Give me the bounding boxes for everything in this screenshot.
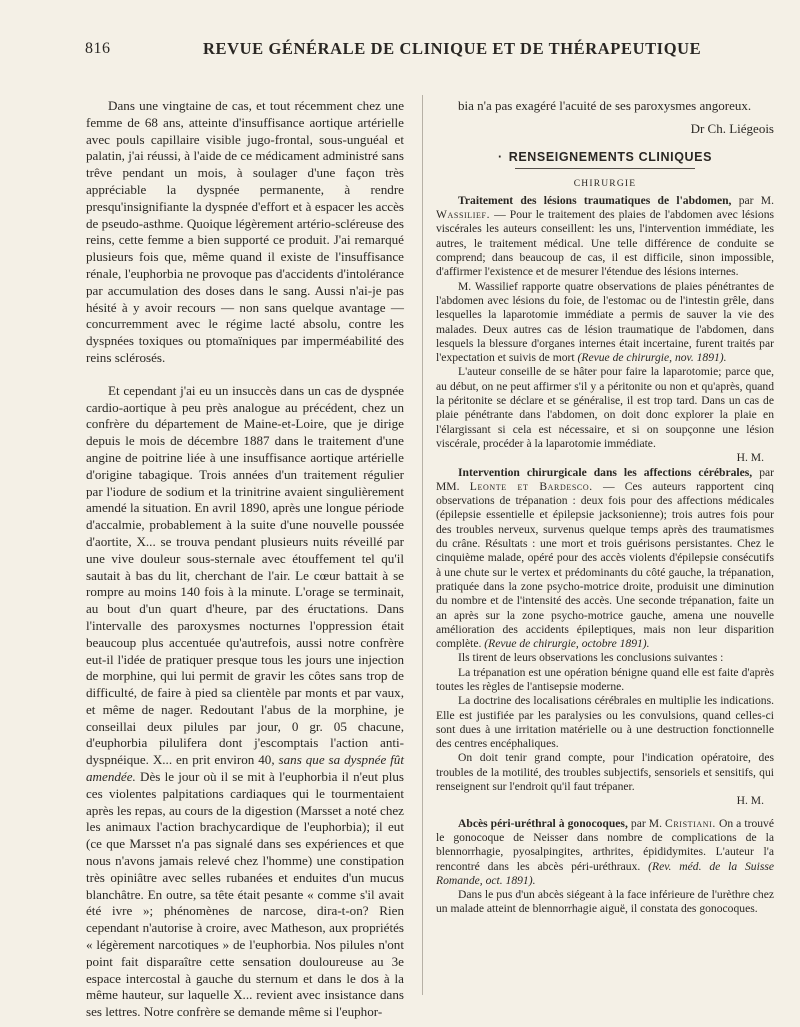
section-underline bbox=[515, 168, 695, 169]
author-initials: H. M. bbox=[736, 794, 764, 808]
author-initials: H. M. bbox=[736, 451, 764, 465]
paragraph bbox=[436, 280, 774, 366]
section-title-text: RENSEIGNEMENTS CLINIQUES bbox=[508, 150, 713, 165]
article-author: Leonte et Bardesco. bbox=[469, 479, 593, 493]
paragraph: On doit tenir grand compte, pour l'indication opératoire, des troubles de la motilité, des troubles subjectifs, sensoriels et sensitifs, qui renseignent sur l'endroit qu'il faut trépaner. bbox=[436, 751, 774, 794]
right-column bbox=[436, 98, 774, 917]
left-column bbox=[86, 98, 404, 1021]
article-paragraph bbox=[436, 817, 774, 888]
paragraph: La doctrine des localisations cérébrales en multiplie les indications. Elle est justifiée par les paralysies ou les convulsions, quand celles-ci sont dues à une irritation matérielle ou à une destruction fonctionnelle des centres encéphaliques. bbox=[436, 694, 774, 751]
article-title: Traitement des lésions traumatiques de l'abdomen, bbox=[458, 193, 732, 207]
page-number: 816 bbox=[85, 40, 111, 57]
article-title: Abcès péri-uréthral à gonocoques, bbox=[458, 816, 628, 830]
article-paragraph bbox=[436, 466, 774, 652]
paragraph: bia n'a pas exagéré l'acuité de ses paroxysmes angoreux. bbox=[458, 98, 752, 113]
author-signature: Dr Ch. Liégeois bbox=[690, 121, 774, 136]
citation: (Revue de chirurgie, nov. 1891). bbox=[577, 351, 727, 365]
page-header bbox=[85, 36, 775, 66]
article-author: Cristiani. bbox=[665, 816, 716, 830]
emphasis-text: sans que sa dyspnée fût amendée. bbox=[86, 752, 404, 785]
author-prefix: par MM. bbox=[436, 465, 774, 493]
paragraph-text: Dès le jour où il se mit à l'euphorbia il n'eut plus ces violentes palpitations cardiaques qui le tourmentaient après les repas, au cours de la digestion (Marsset a noté chez les animaux l'action brachycardique de l'euphorbia); il eut (ce que Marsset n'a pas signalé dans ses expériences et que nous n'avons jamais relevé chez l'homme) une constipation très opiniâtre avec selles rubanées et enduites d'un mucus blanchâtre. En outre, sa tête était pesante « comme s'il avait été ivre »; phénomènes de narcose, dira-t-on? Rien cependant n'autorise à croire, avec Matheson, aux propriétés « légèrement narcotiques » de l'euphorbia. Nos pilules n'ont point fait disparaître cette sensation douloureuse au 3e espace intercostal à gauche du sternum et dans le dos à la même hauteur, sur laquelle X... revient avec insistance dans ses lettres. Notre confrère se demande même si l'euphor- bbox=[86, 769, 404, 1020]
paragraph: Dans le pus d'un abcès siégeant à la face inférieure de l'urèthre chez un malade atteint de blennorrhagie aiguë, il constata des gonocoques. bbox=[436, 888, 774, 916]
section-title bbox=[436, 150, 774, 168]
paragraph: Dans une vingtaine de cas, et tout récemment chez une femme de 68 ans, atteinte d'insuffisance aortique artérielle avec pouls capillaire visible jugo-frontal, sous-unguéal et palatin, j'ai réussi, à l'aide de ce médicament administré sans trêve pendant un mois, à soulager d'une façon très appréciable la dyspnée permanente, à rendre presqu'insignifiante la dyspnée d'effort et à espacer les accès de pseudo-asthme. Quoique légèrement artério-scléreuse des reins, cette femme a bien supporté ce produit. J'ai remarqué plusieurs fois que, même quand il existe de l'insuffisance rénale, l'euphorbia ne provoque pas d'accidents d'intolérance par accumulation des doses dans le sang. Aussi n'ai-je pas hésité à y avoir recours — non sans quelque avantage — concurremment avec le régime lacté absolu, contre les dyspnées toxiques ou ptomaïniques par imperméabilité des reins sclérosés. bbox=[86, 98, 404, 365]
running-title: REVUE GÉNÉRALE DE CLINIQUE ET DE THÉRAPEUTIQUE bbox=[203, 39, 702, 58]
paragraph-text: M. Wassilief rapporte quatre observations de plaies pénétrantes de l'abdomen avec lésions du foie, de l'estomac ou de l'intestin grêle, dans lesquelles la laparotomie immédiate a permis de sauver la vie des malades. Deux autres cas de lésion traumatique de l'abdomen, dans lesquels la blessure d'organes internes était incertaine, furent traités par l'expectation et suivis de mort bbox=[436, 279, 774, 365]
article-title: Intervention chirurgicale dans les affections cérébrales, bbox=[458, 465, 753, 479]
paragraph-text: On a trouvé le gonocoque de Neisser dans nombre de complications de la blennorrhagie, pyosalpingites, arthrites, épididymites. L'auteur l'a rencontré dans les abcès péri-uréthraux. bbox=[436, 816, 774, 873]
author-prefix: par M. bbox=[630, 816, 662, 830]
article-paragraph bbox=[436, 194, 774, 280]
subsection-heading: CHIRURGIE bbox=[573, 178, 637, 189]
article-author: Wassilief. bbox=[436, 208, 491, 222]
paragraph: La trépanation est une opération bénigne quand elle est faite d'après toutes les règles de l'antisepsie moderne. bbox=[436, 665, 774, 693]
citation: (Revue de chirurgie, octobre 1891). bbox=[484, 637, 650, 651]
paragraph-text: Et cependant j'ai eu un insuccès dans un cas de dyspnée cardio-aortique à peu près analogue au précédent, chez un confrère du département de Maine-et-Loire, que je dirige depuis le mois de décembre 1887 dans le traitement d'une angine de poitrine liée à une insuffisance aortique artérielle d'origine tabagique. Trois années d'un traitement régulier par l'iodure de sodium et la trinitrine avaient singulièrement amendé la situation. En avril 1890, après une longue période d'accalmie, probablement à la suite d'une nouvelle poussée d'aortite, X... se trouva pendant plusieurs nuits réveillé par une vive douleur sous-sternale avec étouffement tel qu'il sautait à bas du lit, cherchant de l'air. Le cœur battait à se rompre au moins 140 fois à la minute. L'orage se terminait, au bout d'un quart d'heure, par des éructations. Dans l'intervalle des paroxysmes nocturnes l'oppression était beaucoup plus accentuée qu'autrefois, aussi notre confrère eut-il l'idée de pratiquer presque tous les jours une injection de morphine, qui lui permit de gravir les côtes sans trop de difficulté, de faire à pied sa clientèle par monts et par vaux, et même de nager. Redoutant l'abus de la morphine, je conseillai deux pilules par jour, 0 gr. 05 chacune, d'euphorbia pilulifera dont j'escomptais l'action anti-dyspnéique. X... en prit environ 40, bbox=[86, 382, 404, 768]
author-prefix: par M. bbox=[738, 193, 774, 207]
paragraph: L'auteur conseille de se hâter pour faire la laparotomie; parce que, au début, on ne peut affirmer s'il y a péritonite ou non et qu'après, quand la péritonite se déclare et se généralise, il est trop tard. Dans un cas de plaie pénétrante dans l'abdomen, on doit donc explorer la plaie en l'élargissant si cela est nécessaire, et si on soupçonne une lésion viscérale, procéder à la laparotomie immédiate. bbox=[436, 365, 774, 450]
paragraph-text: — Pour le traitement des plaies de l'abdomen avec lésions viscérales les auteurs conseillent: les uns, l'intervention immédiate, les autres, le traitement médical. Une telle différence de conduite se comprend; dans beaucoup de cas, il est difficile, sinon impossible, d'affirmer l'existence et de mesurer l'étendue des lésions internes. bbox=[436, 208, 774, 279]
paragraph: Ils tirent de leurs observations les conclusions suivantes : bbox=[458, 651, 724, 665]
bullet-mark: · bbox=[497, 150, 503, 165]
citation: (Rev. méd. de la Suisse Romande, oct. 1891). bbox=[436, 859, 774, 887]
paragraph bbox=[86, 383, 404, 1021]
paragraph-text: — Ces auteurs rapportent cinq observations de trépanation : deux fois pour des affections médicales (épilepsie essentielle et épilepsie jacksonienne); trois autres fois pour des troubles nerveux, survenus quelque temps après des traumatismes du crâne. Résultats : une mort et trois guérisons persistantes. Chez le cinquième malade, opéré pour des accès violents d'épilepsie consécutifs à une chute sur le vertex et prédominants du côté gauche, la trépanation, pratiquée dans la zone psycho-motrice droite, produisit une diminution du nombre et de l'intensité des accès. Une seconde trépanation, faite un an après sur la zone psycho-motrice gauche, amena une nouvelle amélioration des accidents épileptiques, mais non leur disparition complète. bbox=[436, 479, 774, 651]
column-divider bbox=[422, 95, 423, 995]
